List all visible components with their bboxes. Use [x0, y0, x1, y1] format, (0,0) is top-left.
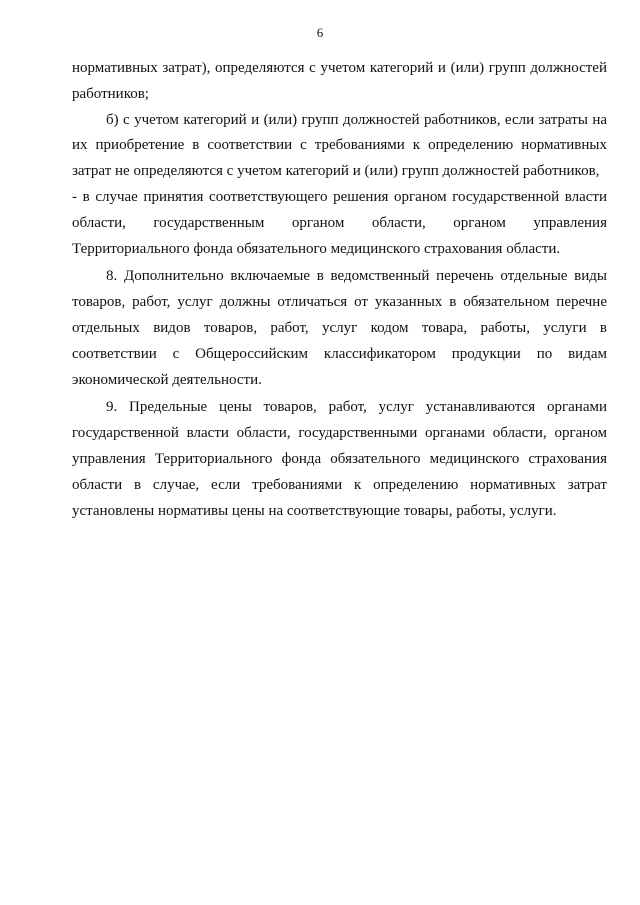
paragraph-8: 8. Дополнительно включаемые в ведомственный перечень отдельные виды товаров, работ, услуг должны отличаться от указанных в обязательном перечне отдельных видов товаров, работ, услуг кодом товара, работы, услуги в соответствии с Общероссийским классификатором продукции по видам экономической деятельности.	[72, 268, 607, 388]
document-body	[72, 56, 607, 524]
paragraph-continuation: нормативных затрат), определяются с учетом категорий и (или) групп должностей работников;	[72, 60, 607, 102]
paragraph-b: б) с учетом категорий и (или) групп должностей работников, если затраты на их приобретение в соответствии с требованиями к определению нормативных затрат не определяются с учетом категорий и (или) групп должностей работников,	[72, 111, 607, 180]
paragraph-decision-clause: - в случае принятия соответствующего решения органом государственной власти области, государственным органом области, органом управления Территориального фонда обязательного медицинского страхования области.	[72, 188, 607, 257]
paragraph-9: 9. Предельные цены товаров, работ, услуг устанавливаются органами государственной власти области, государственными органами области, органом управления Территориального фонда обязательного медицинского страхования области в случае, если требованиями к определению нормативных затрат установлены нормативы цены на соответствующие товары, работы, услуги.	[72, 399, 607, 519]
page-number: 6	[316, 25, 324, 40]
